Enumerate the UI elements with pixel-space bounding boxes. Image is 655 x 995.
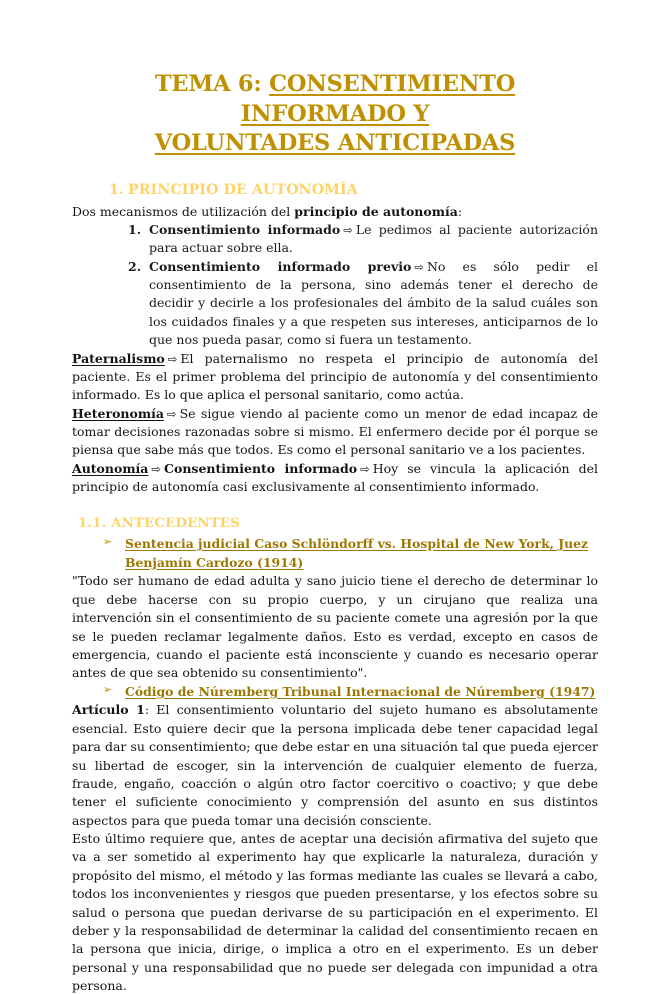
antecedentes-entry-1-paragraph: "Todo ser humano de edad adulta y sano juicio tiene el derecho de determinar lo que debe hacerse con su propio cuerpo, y un cirujano que realiza una intervención sin el consentimiento de su paciente comete una agresión por la que se le pueden reclamar legalmente daños. Esto es verdad, excepto en casos de emergencia, cuando el paciente está inconsciente y cuando es necesario operar antes de que sea obtenido su consentimiento". (72, 573, 598, 681)
definition-text: El paternalismo no respeta el principio de autonomía del paciente. Es el primer problema del principio de autonomía y del consentimiento informado. Es lo que aplica el personal sanitario, como actúa. (72, 350, 598, 403)
lead-tail: : (457, 203, 463, 219)
list-item (128, 221, 598, 258)
double-arrow-icon: ⇨ (414, 259, 424, 274)
definition-text: Hoy se vincula la aplicación del principio de autonomía casi exclusivamente al consentimiento informado. (72, 460, 598, 495)
section1-numbered-list (72, 221, 598, 350)
definition-term: Heteronomía (72, 405, 164, 421)
article-label: Artículo 1 (72, 702, 145, 718)
section-title: PRINCIPIO DE AUTONOMÍA (128, 182, 358, 199)
list-item (103, 535, 598, 573)
antecedentes-entry-2-article (72, 701, 598, 830)
arrow-bullet-icon: ➢ (103, 534, 113, 548)
antecedentes-entry-2-paragraph: Esto último requiere que, antes de aceptar una decisión afirmativa del sujeto que va a ser sometido al experimento hay que explicarle la naturaleza, duración y propósito del mismo, el método y las formas mediante las cuales se llevará a cabo, todos los inconvenientes y riesgos que pueden presentarse, y los efectos sobre su salud o persona que puedan derivarse de su participación en el experimento. El deber y la responsabilidad de determinar la calidad del consentimiento recaen en la persona que inicia, dirige, o implica a otro en el experimento. Es un deber personal y una responsabilidad que no puede ser delegada con impunidad a otra persona. (72, 831, 598, 994)
title-prefix: TEMA 6: (154, 71, 262, 97)
list-item (128, 258, 598, 350)
entry-title: Código de Núremberg Tribunal Internacional de Núremberg (1947) (125, 683, 596, 699)
entry-title: Sentencia judicial Caso Schlöndorff vs. Hospital de New York, Juez Benjamín Cardozo (1914) (125, 535, 589, 570)
section-heading-principio-autonomia (72, 181, 598, 199)
section-number: 1. (109, 182, 125, 199)
antecedentes-entry-2-bullet (72, 683, 598, 702)
definition-heteronomia (72, 405, 598, 460)
item-term: Consentimiento informado (149, 221, 341, 237)
antecedentes-entry-1-bullet (72, 535, 598, 573)
double-arrow-icon-secondary: ⇨ (360, 461, 370, 476)
double-arrow-icon: ⇨ (166, 406, 177, 421)
article-body: : El consentimiento voluntario del sujeto humano es absolutamente esencial. Esto quiere decir que la persona implicada debe tener capacidad legal para dar su consentimiento; que debe estar en una situación tal que pueda ejercer su libertad de escoger, sin la intervención de cualquier elemento de fuerza, fraude, engaño, coacción o algún otro factor coercitivo o coactivo; y que debe tener el suficiente conocimiento y comprensión del asunto en sus distintos aspectos para que pueda tomar una decisión consciente. (72, 702, 598, 828)
item-text: No es sólo pedir el consentimiento de la persona, sino además tener el derecho de decidir y decirle a los profesionales del ámbito de la salud cuáles son los cuidados finales y a que respeten sus intereses, anticiparnos de lo que nos pueda pasar, como si fuera un testamento. (149, 258, 599, 348)
subsection-heading-antecedentes: 1.1. ANTECEDENTES (78, 514, 240, 531)
item-term: Consentimiento informado previo (149, 258, 412, 274)
definition-text: Se sigue viendo al paciente como un menor de edad incapaz de tomar decisiones razonadas sobre si mismo. El enfermero decide por él porque se piensa que sabe más que todos. Es como el personal sanitario ve a los pacientes. (72, 405, 598, 458)
list-item (103, 683, 598, 702)
section1-lead-paragraph (72, 203, 598, 221)
definition-term: Paternalismo (72, 350, 165, 366)
double-arrow-icon: ⇨ (151, 461, 162, 476)
page-title (72, 70, 598, 159)
arrow-bullet-icon: ➢ (103, 682, 113, 696)
item-text: Le pedimos al paciente autorización para actuar sobre ella. (149, 221, 598, 256)
definition-autonomia (72, 460, 598, 497)
title-main-line1: CONSENTIMIENTO INFORMADO Y (240, 71, 516, 127)
definition-paternalismo (72, 350, 598, 405)
title-main-line2: VOLUNTADES ANTICIPADAS (154, 130, 516, 157)
definition-term-secondary: Consentimiento informado (164, 460, 358, 476)
double-arrow-icon: ⇨ (167, 351, 178, 366)
lead-bold: principio de autonomía (294, 203, 458, 219)
lead-plain: Dos mecanismos de utilización del (72, 203, 295, 219)
double-arrow-icon: ⇨ (343, 222, 353, 237)
definition-term: Autonomía (72, 460, 149, 476)
